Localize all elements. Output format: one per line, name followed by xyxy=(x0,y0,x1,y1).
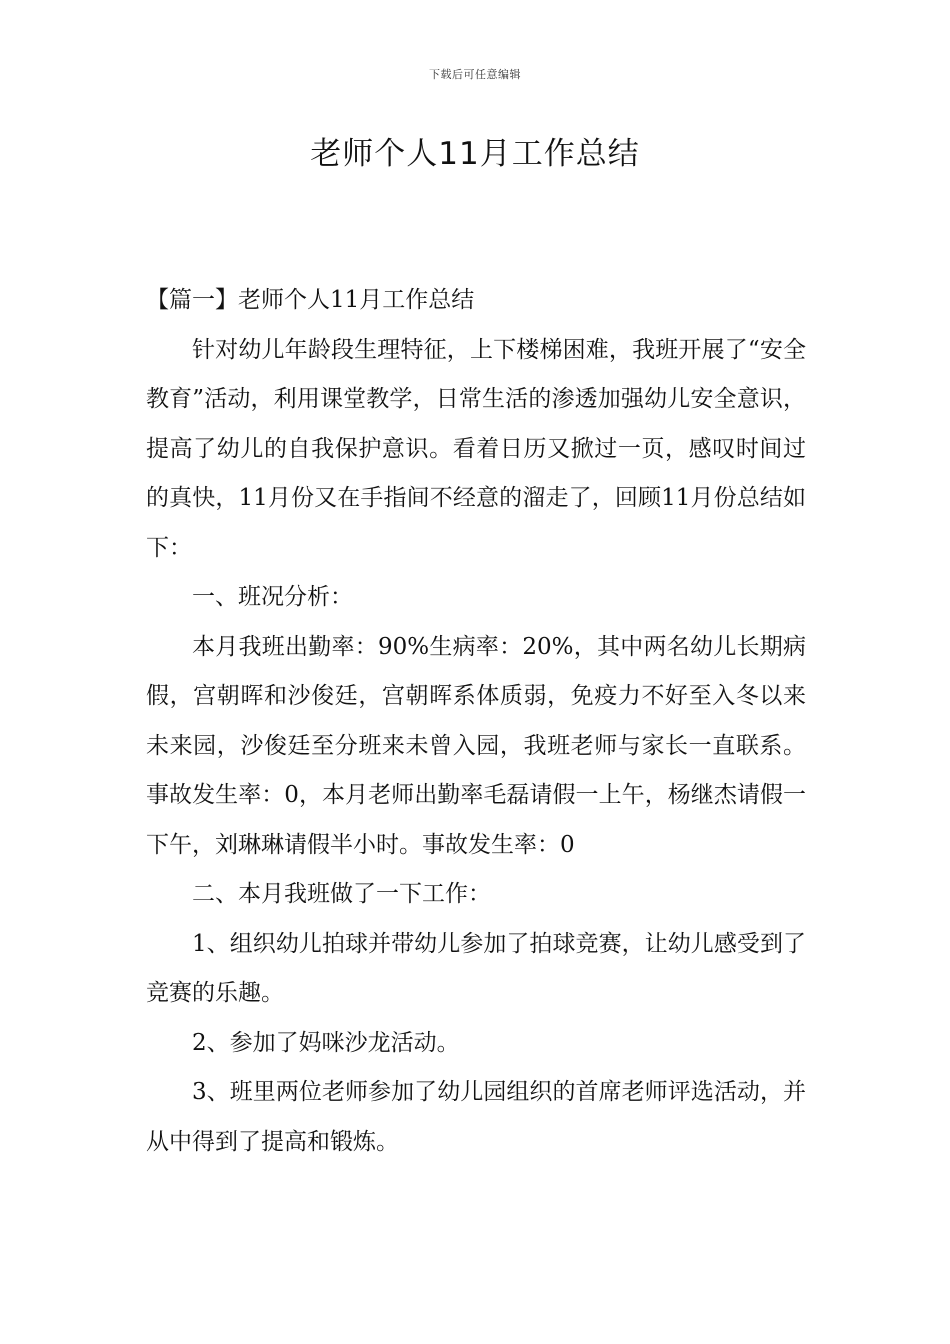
work-done-heading: 二、本月我班做了一下工作： xyxy=(192,881,491,907)
document-body xyxy=(146,276,806,1167)
header-note: 下载后可任意编辑 xyxy=(429,68,521,81)
intro-paragraph: 针对幼儿年龄段生理特征，上下楼梯困难，我班开展了“安全教育”活动，利用课堂教学，日常生活的渗透加强幼儿安全意识，提高了幼儿的自我保护意识。看着日历又掀过一页，感叹时间过的真快，11月份又在手指间不经意的溜走了，回顾11月份总结如下： xyxy=(146,336,806,561)
work-item-3: 3、班里两位老师参加了幼儿园组织的首席老师评选活动，并从中得到了提高和锻炼。 xyxy=(146,1079,806,1155)
class-analysis-paragraph: 本月我班出勤率：90%生病率：20%，其中两名幼儿长期病假，宫朝晖和沙俊廷，宫朝晖系体质弱，免疫力不好至入冬以来未来园，沙俊廷至分班来未曾入园，我班老师与家长一直联系。事故发生率：0，本月老师出勤率毛磊请假一上午，杨继杰请假一下午，刘琳琳请假半小时。事故发生率：0 xyxy=(146,633,806,858)
section-heading: 【篇一】老师个人11月工作总结 xyxy=(146,287,475,313)
class-analysis-heading: 一、班况分析： xyxy=(192,584,353,610)
work-item-1: 1、组织幼儿拍球并带幼儿参加了拍球竞赛，让幼儿感受到了竞赛的乐趣。 xyxy=(146,930,806,1006)
work-item-2: 2、参加了妈咪沙龙活动。 xyxy=(192,1029,460,1056)
document-title: 老师个人11月工作总结 xyxy=(310,136,640,172)
